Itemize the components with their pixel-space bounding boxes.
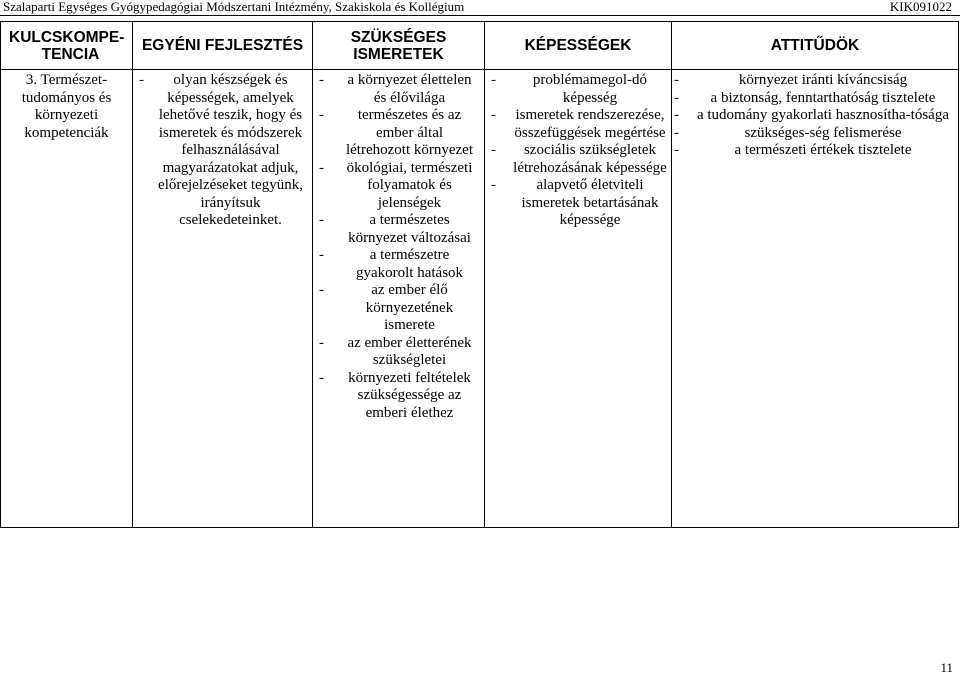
header-divider: [0, 15, 960, 16]
list-item: - a környezet élettelen és élővilága: [319, 72, 472, 106]
list-item: - ökológiai, természeti folyamatok és jelenségek: [319, 159, 473, 211]
development-list: [133, 72, 312, 230]
header-required-knowledge: [313, 22, 485, 70]
list-item: - a természetre gyakorolt hatások: [319, 247, 464, 281]
list-item: - szociális szükségletek létrehozásának képessége: [491, 142, 667, 176]
list-item: - ismeretek rendszerezése, összefüggések megértése: [491, 107, 666, 141]
page-number: 11: [940, 660, 953, 675]
list-item: - a természetes környezet változásai: [319, 212, 471, 246]
attitudes-list: [672, 72, 958, 160]
page-header: [0, 0, 960, 14]
cell-competence: [1, 70, 133, 528]
competence-text: 3. Természet-tudományos és környezeti kompetenciák: [21, 72, 112, 141]
header-knowledge-line1: SZÜKSÉGES: [350, 28, 447, 46]
institution-name: Szalaparti Egységes Gyógypedagógiai Módszertani Intézmény, Szakiskola és Kollégium: [3, 0, 465, 14]
cell-skills: [485, 70, 672, 528]
table-header-row: [1, 22, 959, 70]
list-item: - a természeti értékek tisztelete: [674, 142, 912, 158]
list-item: - szükséges-ség felismerése: [674, 124, 902, 141]
knowledge-list: [313, 72, 484, 422]
list-item: - a tudomány gyakorlati hasznosítha-tósága: [674, 107, 949, 123]
list-item: - környezet iránti kíváncsiság: [674, 72, 908, 88]
cell-development: [133, 70, 313, 528]
list-item: - olyan készségek és képességek, amelyek lehetővé teszik, hogy és ismeretek és módszerek felhasználásával magyarázatokat adjuk, előrejelzéseket tegyünk, irányítsuk cselekedeteinket.: [139, 72, 303, 228]
skills-list: [485, 72, 671, 230]
header-key-competence: [1, 22, 133, 70]
cell-knowledge: [313, 70, 485, 528]
header-key-competence-line2: TENCIA: [41, 45, 100, 63]
header-key-competence-line1: KULCSKOMPE-: [9, 28, 125, 46]
table-row: [1, 70, 959, 528]
header-individual-development: EGYÉNI FEJLESZTÉS: [133, 22, 313, 70]
cell-attitudes: [672, 70, 959, 528]
list-item: - az ember élő környezetének ismerete: [319, 282, 454, 333]
list-item: - problémamegol-dó képesség: [491, 72, 648, 106]
list-item: - az ember életterének szükségletei: [319, 334, 472, 368]
list-item: - természetes és az ember által létrehozott környezet: [319, 107, 474, 158]
list-item: - a biztonság, fenntarthatóság tisztelete: [674, 89, 936, 106]
header-knowledge-line2: ISMERETEK: [353, 45, 444, 63]
document-code: KIK091022: [889, 0, 952, 14]
list-item: - környezeti feltételek szükségessége az emberi élethez: [319, 369, 471, 421]
list-item: - alapvető életviteli ismeretek betartásának képessége: [491, 177, 659, 228]
competence-table: [0, 21, 959, 528]
header-skills: KÉPESSÉGEK: [485, 22, 672, 70]
header-attitudes: ATTITŰDÖK: [672, 22, 959, 70]
